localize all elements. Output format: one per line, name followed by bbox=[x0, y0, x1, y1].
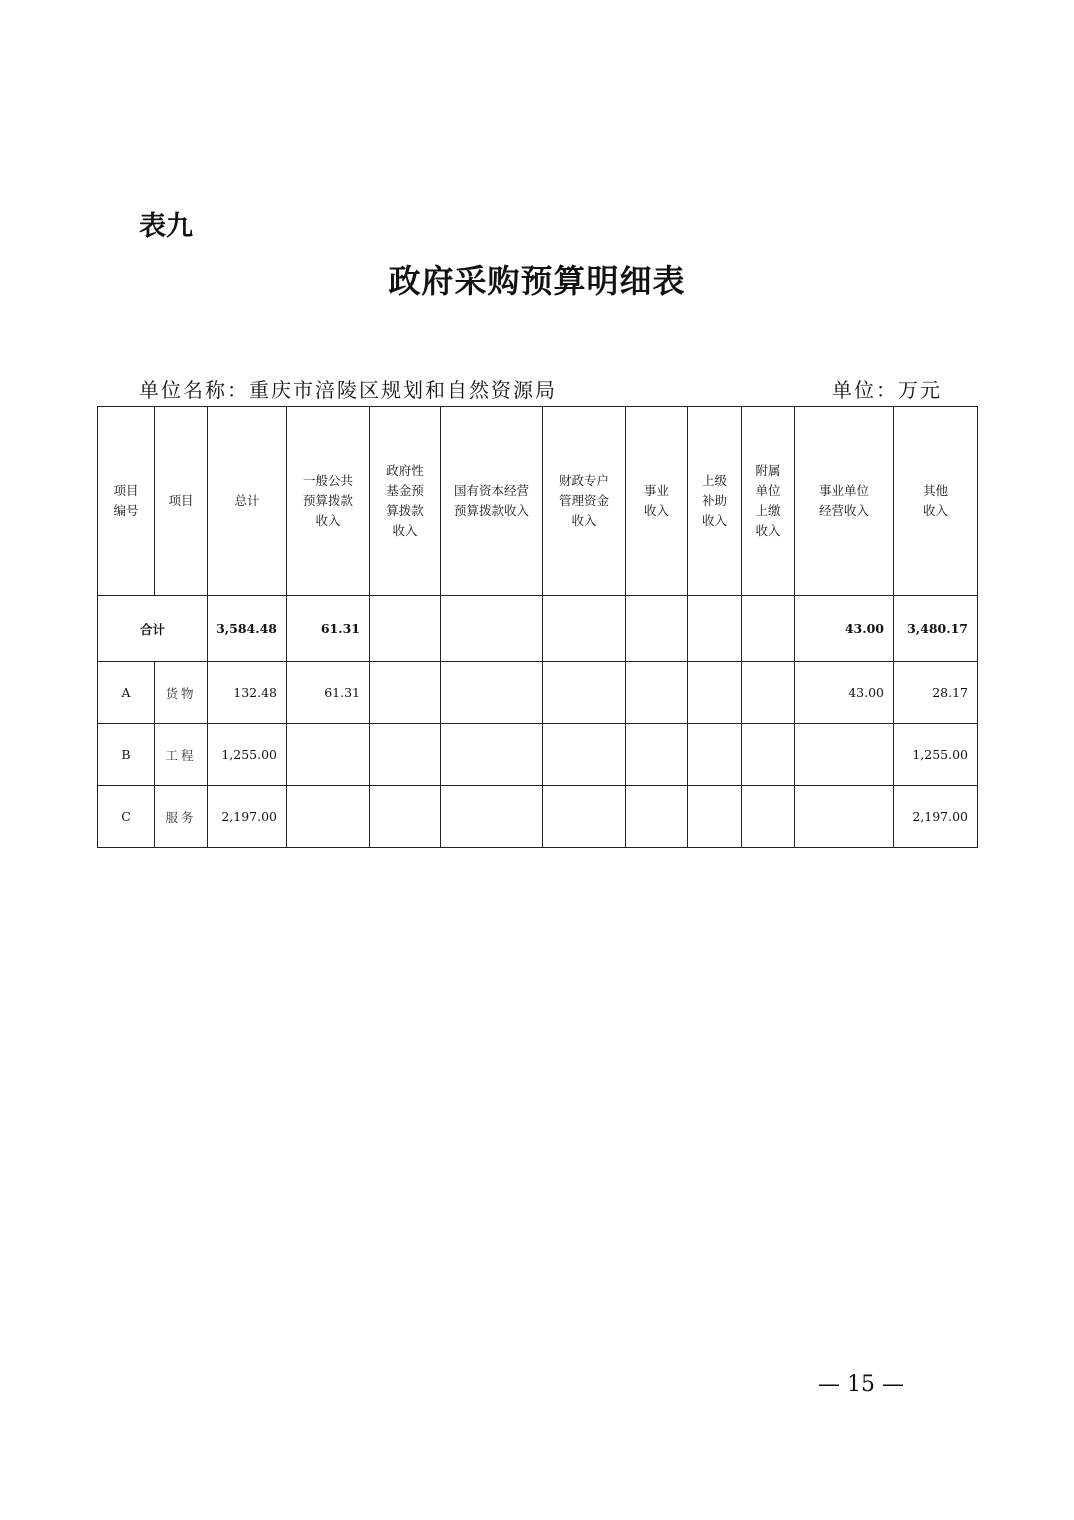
table-cell bbox=[441, 724, 543, 786]
header-project-code: 项目 编号 bbox=[98, 407, 155, 596]
table-cell: 43.00 bbox=[795, 662, 894, 724]
header-row bbox=[98, 407, 978, 596]
table-cell bbox=[742, 724, 795, 786]
project-code: B bbox=[98, 724, 155, 786]
project-code: A bbox=[98, 662, 155, 724]
header-other-income: 其他 收入 bbox=[894, 407, 978, 596]
table-cell bbox=[688, 596, 742, 662]
table-cell bbox=[688, 662, 742, 724]
table-cell bbox=[742, 662, 795, 724]
header-superior-subsidy: 上级 补助 收入 bbox=[688, 407, 742, 596]
table-cell bbox=[441, 596, 543, 662]
table-cell bbox=[287, 786, 370, 848]
unit-label: 单位：万元 bbox=[832, 378, 942, 402]
header-project: 项目 bbox=[155, 407, 208, 596]
procurement-budget-table bbox=[97, 406, 978, 848]
table-cell: 3,480.17 bbox=[894, 596, 978, 662]
table-cell: 61.31 bbox=[287, 596, 370, 662]
header-government-fund-budget: 政府性 基金预 算拨款 收入 bbox=[370, 407, 441, 596]
table-cell bbox=[287, 724, 370, 786]
project-code: C bbox=[98, 786, 155, 848]
table-cell bbox=[742, 596, 795, 662]
table-cell: 3,584.48 bbox=[208, 596, 287, 662]
project-name: 服务 bbox=[155, 786, 208, 848]
project-name: 工程 bbox=[155, 724, 208, 786]
table-cell bbox=[370, 662, 441, 724]
header-state-capital-budget: 国有资本经营 预算拨款收入 bbox=[441, 407, 543, 596]
header-affiliated-unit-payment: 附属 单位 上缴 收入 bbox=[742, 407, 795, 596]
table-cell bbox=[543, 662, 626, 724]
table-cell bbox=[688, 724, 742, 786]
document-title: 政府采购预算明细表 bbox=[388, 262, 686, 300]
table-cell bbox=[626, 724, 688, 786]
table-label: 表九 bbox=[139, 211, 193, 242]
table-cell bbox=[370, 786, 441, 848]
table-cell bbox=[742, 786, 795, 848]
table-cell: 28.17 bbox=[894, 662, 978, 724]
table-cell bbox=[543, 724, 626, 786]
table-cell bbox=[626, 662, 688, 724]
table-cell bbox=[441, 786, 543, 848]
table-cell bbox=[543, 596, 626, 662]
project-name: 货物 bbox=[155, 662, 208, 724]
page-number: — 15 — bbox=[818, 1372, 904, 1397]
table-row bbox=[98, 724, 978, 786]
header-business-income: 事业 收入 bbox=[626, 407, 688, 596]
table-cell: 1,255.00 bbox=[208, 724, 287, 786]
table-cell: 132.48 bbox=[208, 662, 287, 724]
total-row bbox=[98, 596, 978, 662]
header-general-public-budget: 一般公共 预算拨款 收入 bbox=[287, 407, 370, 596]
table-row bbox=[98, 786, 978, 848]
table-cell bbox=[370, 596, 441, 662]
table-cell bbox=[795, 786, 894, 848]
table-cell: 43.00 bbox=[795, 596, 894, 662]
table-cell bbox=[795, 724, 894, 786]
table-row bbox=[98, 662, 978, 724]
header-operating-income: 事业单位 经营收入 bbox=[795, 407, 894, 596]
table-cell: 61.31 bbox=[287, 662, 370, 724]
table-cell bbox=[626, 786, 688, 848]
table-cell bbox=[441, 662, 543, 724]
header-fiscal-special-account: 财政专户 管理资金 收入 bbox=[543, 407, 626, 596]
table-cell: 1,255.00 bbox=[894, 724, 978, 786]
total-label: 合计 bbox=[98, 596, 208, 662]
table-cell: 2,197.00 bbox=[208, 786, 287, 848]
table-cell bbox=[626, 596, 688, 662]
header-total: 总计 bbox=[208, 407, 287, 596]
table-cell bbox=[370, 724, 441, 786]
unit-name: 单位名称：重庆市涪陵区规划和自然资源局 bbox=[139, 378, 557, 402]
table-cell: 2,197.00 bbox=[894, 786, 978, 848]
table-cell bbox=[688, 786, 742, 848]
table-cell bbox=[543, 786, 626, 848]
